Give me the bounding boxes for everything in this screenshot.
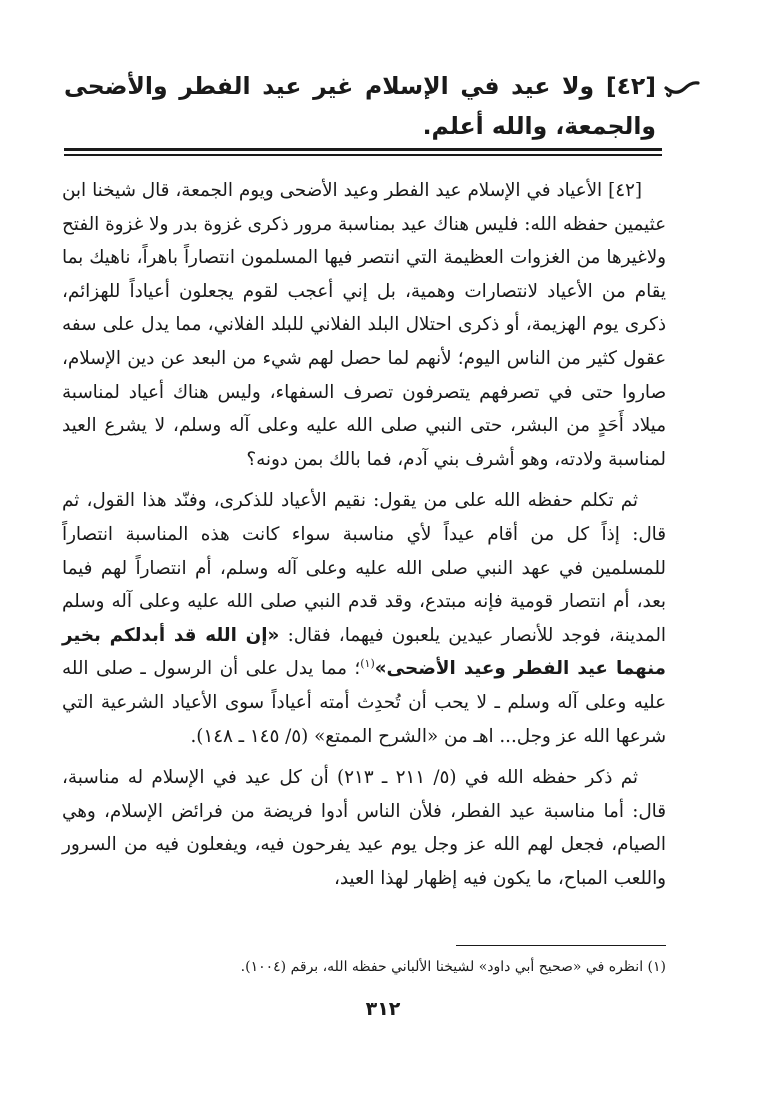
footnote: (١) انظره في «صحيح أبي داود» لشيخنا الألباني حفظه الله، برقم (١٠٠٤). [240, 959, 666, 975]
hadith-quote: «إن الله قد أبدلكم بخير منهما عيد الفطر وعيد الأضحى» [62, 624, 666, 680]
paragraph-2 [62, 484, 666, 753]
footnote-separator [456, 945, 666, 946]
paragraph-2-text-end: ؛ مما يدل على أن الرسول ـ صلى الله عليه وعلى آله وسلم ـ لا يحب أن تُحدِث أمته أعياداً سوى الأعياد الشرعية التي شرعها الله عز وجل... اهـ من «الشرح الممتع» (٥/ ١٤٥ ـ ١٤٨). [62, 658, 666, 747]
paragraph-3-text: ثم ذكر حفظه الله في (٥/ ٢١١ ـ ٢١٣) أن كل عيد في الإسلام له مناسبة، قال: أما مناسبة عيد الفطر، فلأن الناس أدوا فريضة من فرائض الإسلام، وهي الصيام، فجعل لهم الله عز وجل يوم عيد يفرحون فيه، ويفعلون فيه من السرور واللعب المباح، ما يكون فيه إظهار لهذا العيد، [62, 767, 666, 889]
paragraph-3 [62, 761, 666, 895]
heading-rule-thin [64, 154, 662, 156]
heading-rule-thick [64, 148, 662, 151]
section-tick-icon [664, 74, 700, 100]
section-heading: [٤٢] ولا عيد في الإسلام غير عيد الفطر والأضحى والجمعة، والله أعلم. [64, 72, 656, 140]
footnote-ref: (١) [360, 657, 375, 671]
paragraph-1 [62, 174, 666, 476]
page-number: ٣١٢ [365, 998, 401, 1020]
paragraph-1-text: [٤٢] الأعياد في الإسلام عيد الفطر وعيد الأضحى ويوم الجمعة، قال شيخنا ابن عثيمين حفظه الله: فليس هناك عيد بمناسبة مرور ذكرى غزوة بدر ولا غزوة الفتح ولاغيرها من الغزوات العظيمة التي انتصر فيها المسلمون انتصاراً باهراً، ناهيك بما يقام من الأعياد لانتصارات وهمية، بل إني أعجب لقوم يجعلون أعياداً للهزائم، ذكرى يوم الهزيمة، أو ذكرى احتلال البلد الفلاني للبلد الفلاني، مما يدل على سفه عقول كثير من الناس اليوم؛ لأنهم لما حصل لهم شيء من البعد عن دين الإسلام، صاروا حتى في تصرفهم يتصرفون تصرف السفهاء، وليس هناك أعياد لمناسبة ميلاد أَحَدٍ من البشر، حتى النبي صلى الله عليه وعلى آله وسلم، لا يشرع العيد لمناسبة ولادته، وهو أشرف بني آدم، فما بالك بمن دونه؟ [62, 180, 666, 470]
paragraph-2-text-start: ثم تكلم حفظه الله على من يقول: نقيم الأعياد للذكرى، وفنّد هذا القول، ثم قال: إذاً كل من أقام عيداً لأي مناسبة سواء كانت هذه المناسبة انتصاراً للمسلمين في عهد النبي صلى الله عليه وعلى آله وسلم، أم انتصاراً لهم فيما بعد، أم انتصار قومية فإنه مبتدع، وقد قدم النبي صلى الله عليه وعلى آله وسلم المدينة، فوجد للأنصار عيدين يلعبون فيهما، فقال: [62, 490, 666, 646]
commentary-text [62, 174, 666, 903]
